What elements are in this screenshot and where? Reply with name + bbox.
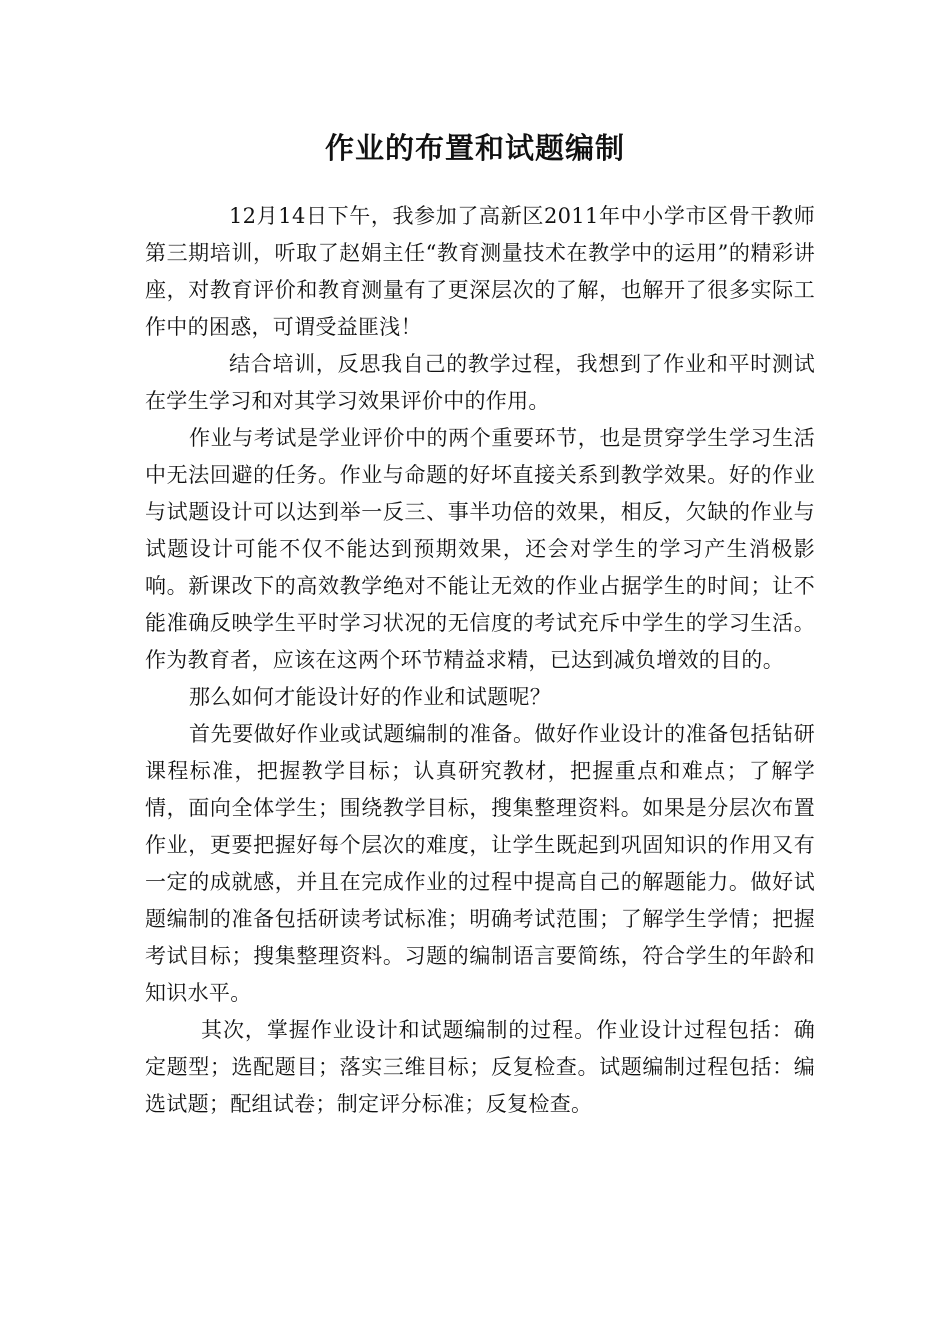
paragraph-training-intro: 12月14日下午，我参加了高新区2011年中小学市区骨干教师第三期培训，听取了赵娟主任“教育测量技术在教学中的运用”的精彩讲座，对教育评价和教育测量有了更深层次的了解，也解开了很多实际工作中的困惑，可谓受益匪浅！ (145, 204, 815, 339)
paragraph-question: 那么如何才能设计好的作业和试题呢？ (189, 685, 552, 709)
paragraph-process: 其次，掌握作业设计和试题编制的过程。作业设计过程包括：确定题型；选配题目；落实三维目标；反复检查。试题编制过程包括：编选试题；配组试卷；制定评分标准；反复检查。 (145, 1018, 815, 1116)
document-body (145, 198, 815, 1123)
paragraph-homework-and-exams: 作业与考试是学业评价中的两个重要环节，也是贯穿学生学习生活中无法回避的任务。作业与命题的好坏直接关系到教学效果。好的作业与试题设计可以达到举一反三、事半功倍的效果，相反，欠缺的作业与试题设计可能不仅不能达到预期效果，还会对学生的学习产生消极影响。新课改下的高效教学绝对不能让无效的作业占据学生的时间；让不能准确反映学生平时学习状况的无信度的考试充斥中学生的学习生活。作为教育者，应该在这两个环节精益求精，已达到减负增效的目的。 (145, 426, 815, 672)
document-title: 作业的布置和试题编制 (324, 131, 625, 165)
paragraph-preparation: 首先要做好作业或试题编制的准备。做好作业设计的准备包括钻研课程标准，把握教学目标；认真研究教材，把握重点和难点；了解学情，面向全体学生；围绕教学目标，搜集整理资料。如果是分层次布置作业，更要把握好每个层次的难度，让学生既起到巩固知识的作用又有一定的成就感，并且在完成作业的过程中提高自己的解题能力。做好试题编制的准备包括研读考试标准；明确考试范围；了解学生学情；把握考试目标；搜集整理资料。习题的编制语言要简练，符合学生的年龄和知识水平。 (145, 722, 815, 1005)
paragraph-reflection: 结合培训，反思我自己的教学过程，我想到了作业和平时测试在学生学习和对其学习效果评价中的作用。 (145, 352, 815, 413)
